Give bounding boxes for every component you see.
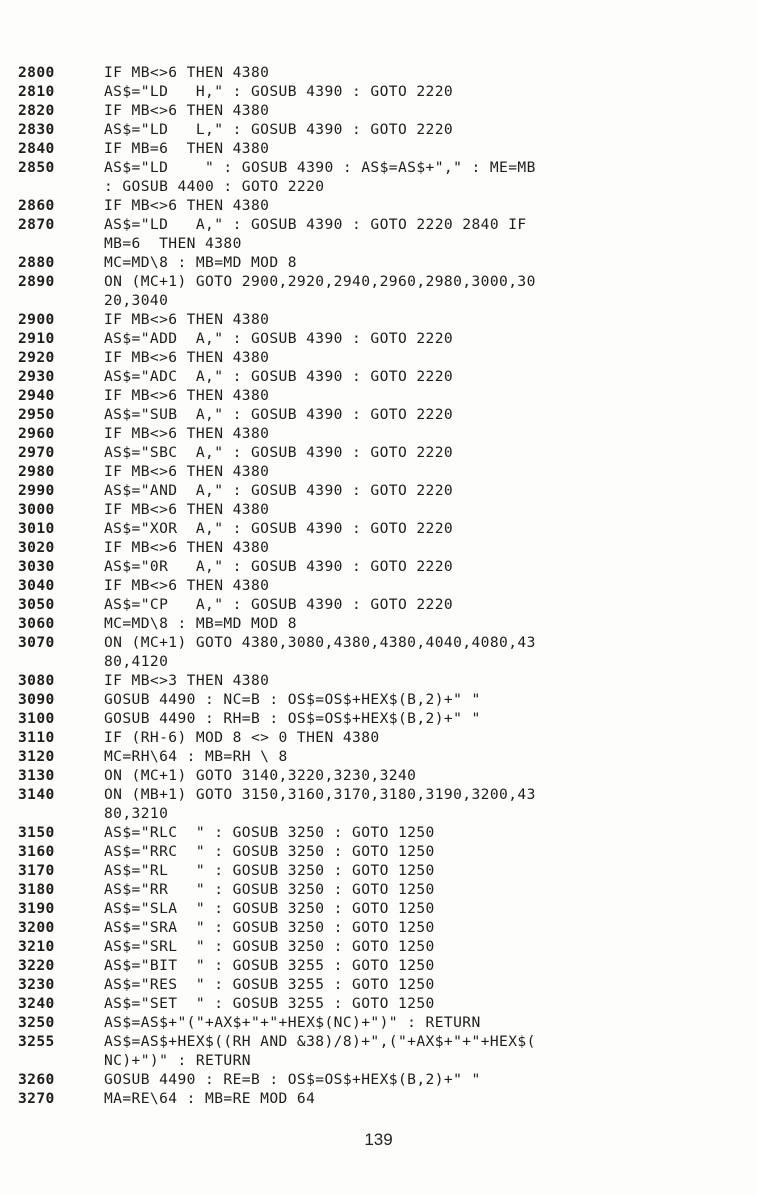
line-number: 2980 xyxy=(18,463,55,480)
line-number: 2870 xyxy=(18,216,55,233)
line-number: 3190 xyxy=(18,900,55,917)
line-number: 3110 xyxy=(18,729,55,746)
line-code: AS$="LD A," : GOSUB 4390 : GOTO 2220 2840 IF MB=6 THEN 4380 xyxy=(104,216,527,252)
program-line xyxy=(18,576,743,595)
line-number: 2890 xyxy=(18,273,55,290)
line-number: 3250 xyxy=(18,1014,55,1031)
program-line xyxy=(18,329,743,348)
line-number: 3270 xyxy=(18,1090,55,1107)
line-number: 3230 xyxy=(18,976,55,993)
line-code: AS$="SRL " : GOSUB 3250 : GOTO 1250 xyxy=(104,938,435,955)
line-code: IF MB<>6 THEN 4380 xyxy=(104,197,270,214)
program-line xyxy=(18,557,743,576)
line-code: AS$="RES " : GOSUB 3255 : GOTO 1250 xyxy=(104,976,435,993)
line-code: GOSUB 4490 : NC=B : OS$=OS$+HEX$(B,2)+" " xyxy=(104,691,481,708)
line-number: 2960 xyxy=(18,425,55,442)
line-code: MC=MD\8 : MB=MD MOD 8 xyxy=(104,254,297,271)
line-code: AS$="RRC " : GOSUB 3250 : GOTO 1250 xyxy=(104,843,435,860)
program-line xyxy=(18,367,743,386)
line-number: 3020 xyxy=(18,539,55,556)
line-code: AS$="ADC A," : GOSUB 4390 : GOTO 2220 xyxy=(104,368,454,385)
line-number: 3140 xyxy=(18,786,55,803)
program-line xyxy=(18,766,743,785)
line-number: 3150 xyxy=(18,824,55,841)
line-number: 3200 xyxy=(18,919,55,936)
line-code: GOSUB 4490 : RE=B : OS$=OS$+HEX$(B,2)+" " xyxy=(104,1071,481,1088)
program-line xyxy=(18,158,743,196)
line-number: 3070 xyxy=(18,634,55,651)
line-number: 2820 xyxy=(18,102,55,119)
line-code: AS$="RLC " : GOSUB 3250 : GOTO 1250 xyxy=(104,824,435,841)
line-code: AS$="LD " : GOSUB 4390 : AS$=AS$+"," : ME=MB : GOSUB 4400 : GOTO 2220 xyxy=(104,159,536,195)
basic-program-listing xyxy=(18,63,743,1108)
line-number: 2970 xyxy=(18,444,55,461)
program-line xyxy=(18,272,743,310)
line-number: 2880 xyxy=(18,254,55,271)
line-code: ON (MC+1) GOTO 4380,3080,4380,4380,4040,4080,43 80,4120 xyxy=(104,634,536,670)
line-number: 3210 xyxy=(18,938,55,955)
line-code: GOSUB 4490 : RH=B : OS$=OS$+HEX$(B,2)+" " xyxy=(104,710,481,727)
line-code: AS$="LD L," : GOSUB 4390 : GOTO 2220 xyxy=(104,121,454,138)
line-code: AS$="AND A," : GOSUB 4390 : GOTO 2220 xyxy=(104,482,454,499)
line-code: ON (MC+1) GOTO 2900,2920,2940,2960,2980,3000,30 20,3040 xyxy=(104,273,536,309)
line-number: 3050 xyxy=(18,596,55,613)
line-number: 2990 xyxy=(18,482,55,499)
line-number: 3255 xyxy=(18,1033,55,1050)
line-number: 3220 xyxy=(18,957,55,974)
program-line xyxy=(18,918,743,937)
line-code: AS$="XOR A," : GOSUB 4390 : GOTO 2220 xyxy=(104,520,454,537)
program-line xyxy=(18,538,743,557)
line-number: 3100 xyxy=(18,710,55,727)
line-code: IF MB<>6 THEN 4380 xyxy=(104,425,270,442)
program-line xyxy=(18,500,743,519)
line-code: AS$="SBC A," : GOSUB 4390 : GOTO 2220 xyxy=(104,444,454,461)
program-line xyxy=(18,405,743,424)
line-code: IF MB<>6 THEN 4380 xyxy=(104,349,270,366)
program-line xyxy=(18,595,743,614)
program-line xyxy=(18,1032,743,1070)
program-line xyxy=(18,120,743,139)
program-line xyxy=(18,101,743,120)
program-line xyxy=(18,386,743,405)
program-line xyxy=(18,310,743,329)
line-number: 3080 xyxy=(18,672,55,689)
program-line xyxy=(18,633,743,671)
program-line xyxy=(18,462,743,481)
program-line xyxy=(18,956,743,975)
line-number: 3000 xyxy=(18,501,55,518)
line-number: 2940 xyxy=(18,387,55,404)
program-line xyxy=(18,1070,743,1089)
program-line xyxy=(18,196,743,215)
line-code: AS$="BIT " : GOSUB 3255 : GOTO 1250 xyxy=(104,957,435,974)
line-number: 3130 xyxy=(18,767,55,784)
program-line xyxy=(18,823,743,842)
line-code: IF MB<>3 THEN 4380 xyxy=(104,672,270,689)
line-number: 3040 xyxy=(18,577,55,594)
line-code: AS$="SLA " : GOSUB 3250 : GOTO 1250 xyxy=(104,900,435,917)
program-line xyxy=(18,671,743,690)
line-code: MC=RH\64 : MB=RH \ 8 xyxy=(104,748,288,765)
program-line xyxy=(18,443,743,462)
program-line xyxy=(18,1089,743,1108)
line-code: ON (MB+1) GOTO 3150,3160,3170,3180,3190,3200,43 80,3210 xyxy=(104,786,536,822)
program-line xyxy=(18,63,743,82)
line-code: IF MB<>6 THEN 4380 xyxy=(104,387,270,404)
program-line xyxy=(18,975,743,994)
line-code: AS$="SET " : GOSUB 3255 : GOTO 1250 xyxy=(104,995,435,1012)
program-line xyxy=(18,861,743,880)
program-line xyxy=(18,899,743,918)
line-number: 3120 xyxy=(18,748,55,765)
line-code: MA=RE\64 : MB=RE MOD 64 xyxy=(104,1090,316,1107)
line-code: AS$="RL " : GOSUB 3250 : GOTO 1250 xyxy=(104,862,435,879)
line-number: 2850 xyxy=(18,159,55,176)
line-code: IF MB<>6 THEN 4380 xyxy=(104,501,270,518)
program-line xyxy=(18,348,743,367)
line-code: IF MB<>6 THEN 4380 xyxy=(104,577,270,594)
program-line xyxy=(18,728,743,747)
line-code: AS$=AS$+"("+AX$+"+"+HEX$(NC)+")" : RETURN xyxy=(104,1014,481,1031)
line-number: 2900 xyxy=(18,311,55,328)
line-number: 2860 xyxy=(18,197,55,214)
line-number: 2910 xyxy=(18,330,55,347)
line-code: ON (MC+1) GOTO 3140,3220,3230,3240 xyxy=(104,767,417,784)
line-code: AS$="CP A," : GOSUB 4390 : GOTO 2220 xyxy=(104,596,454,613)
line-code: MC=MD\8 : MB=MD MOD 8 xyxy=(104,615,297,632)
program-line xyxy=(18,82,743,101)
line-number: 3060 xyxy=(18,615,55,632)
line-code: AS$=AS$+HEX$((RH AND &38)/8)+",("+AX$+"+"+HEX$( NC)+")" : RETURN xyxy=(104,1033,536,1069)
program-line xyxy=(18,747,743,766)
program-line xyxy=(18,481,743,500)
line-code: IF MB<>6 THEN 4380 xyxy=(104,463,270,480)
page-number: 139 xyxy=(364,1130,393,1149)
program-line xyxy=(18,785,743,823)
line-code: IF MB<>6 THEN 4380 xyxy=(104,102,270,119)
line-number: 3160 xyxy=(18,843,55,860)
line-code: AS$="LD H," : GOSUB 4390 : GOTO 2220 xyxy=(104,83,454,100)
line-number: 3180 xyxy=(18,881,55,898)
program-line xyxy=(18,614,743,633)
line-number: 2830 xyxy=(18,121,55,138)
program-line xyxy=(18,1013,743,1032)
line-number: 2810 xyxy=(18,83,55,100)
line-number: 2950 xyxy=(18,406,55,423)
line-number: 2930 xyxy=(18,368,55,385)
program-line xyxy=(18,519,743,538)
program-line xyxy=(18,139,743,158)
program-line xyxy=(18,842,743,861)
line-code: IF (RH-6) MOD 8 <> 0 THEN 4380 xyxy=(104,729,380,746)
line-number: 3170 xyxy=(18,862,55,879)
program-line xyxy=(18,253,743,272)
line-code: AS$="SUB A," : GOSUB 4390 : GOTO 2220 xyxy=(104,406,454,423)
line-code: IF MB<>6 THEN 4380 xyxy=(104,311,270,328)
line-code: IF MB=6 THEN 4380 xyxy=(104,140,270,157)
program-line xyxy=(18,709,743,728)
program-line xyxy=(18,215,743,253)
line-code: IF MB<>6 THEN 4380 xyxy=(104,64,270,81)
line-code: AS$="RR " : GOSUB 3250 : GOTO 1250 xyxy=(104,881,435,898)
line-number: 2800 xyxy=(18,64,55,81)
line-number: 2840 xyxy=(18,140,55,157)
program-line xyxy=(18,937,743,956)
line-code: AS$="SRA " : GOSUB 3250 : GOTO 1250 xyxy=(104,919,435,936)
program-line xyxy=(18,690,743,709)
line-number: 3240 xyxy=(18,995,55,1012)
program-line xyxy=(18,880,743,899)
program-line xyxy=(18,424,743,443)
line-number: 2920 xyxy=(18,349,55,366)
line-number: 3010 xyxy=(18,520,55,537)
program-line xyxy=(18,994,743,1013)
line-code: IF MB<>6 THEN 4380 xyxy=(104,539,270,556)
line-number: 3260 xyxy=(18,1071,55,1088)
line-code: AS$="0R A," : GOSUB 4390 : GOTO 2220 xyxy=(104,558,454,575)
line-code: AS$="ADD A," : GOSUB 4390 : GOTO 2220 xyxy=(104,330,454,347)
line-number: 3030 xyxy=(18,558,55,575)
line-number: 3090 xyxy=(18,691,55,708)
